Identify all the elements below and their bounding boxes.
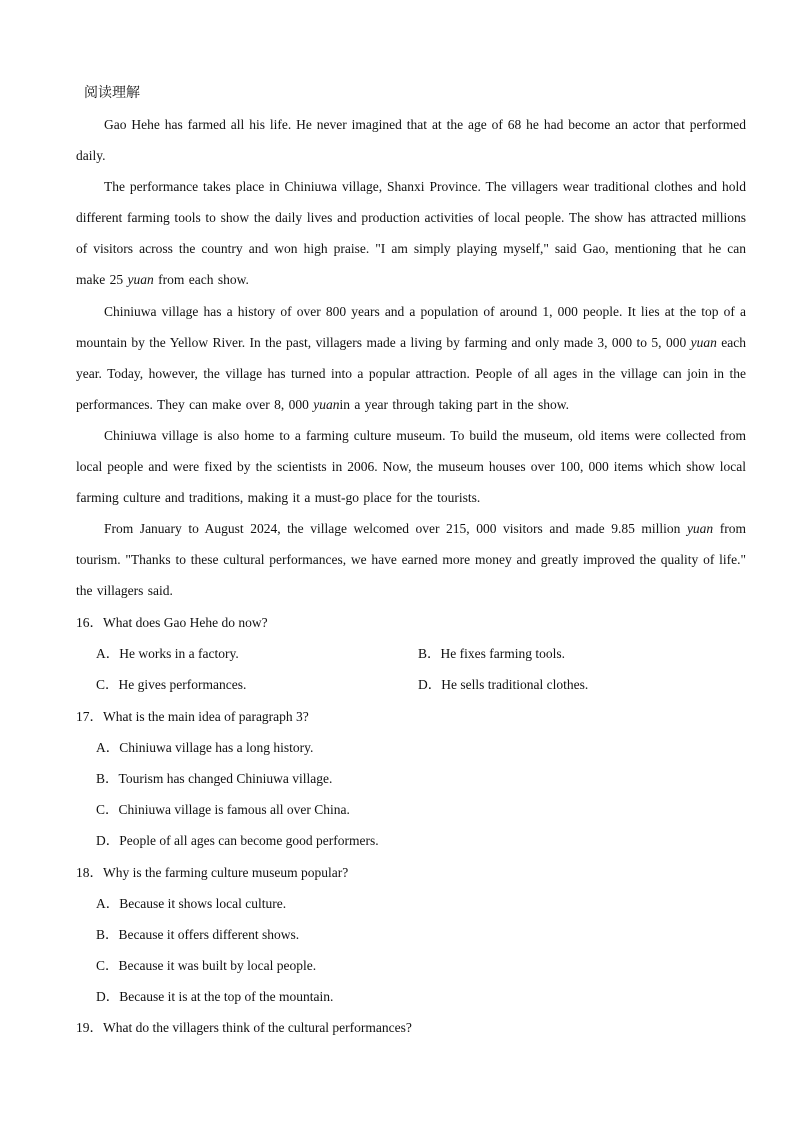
option-c (76, 950, 746, 981)
passage-paragraph: Chiniuwa village is also home to a farming culture museum. To build the museum, old items were collected from local people and were fixed by the scientists in 2006. Now, the museum houses over 100, 000 items which show local farming culture and traditions, making it a must-go place for the tourists. (76, 427, 746, 506)
option-letter: A． (96, 739, 120, 755)
passage-paragraph: Gao Hehe has farmed all his life. He never imagined that at the age of 68 he had become an actor that performed daily. (76, 117, 746, 164)
option-text: Because it was built by local people. (118, 958, 317, 974)
option-letter: A． (96, 646, 120, 662)
option-letter: A． (96, 895, 120, 911)
question-number: 16． (76, 615, 103, 630)
option-text: He works in a factory. (119, 646, 239, 662)
option-letter: C． (96, 958, 119, 974)
option-list (76, 638, 746, 700)
question-text: Why is the farming culture museum popular? (103, 864, 349, 880)
option-text: Tourism has changed Chiniuwa village. (118, 770, 333, 786)
reading-passage (76, 109, 746, 607)
section-title: 阅读理解 (84, 85, 140, 101)
option-b (76, 919, 746, 950)
passage-paragraph: From January to August 2024, the village welcomed over 215, 000 visitors and made 9.85 million yuan from tourism. "Thanks to these cultural performances, we have earned more money and greatly improved the quality of life." the villagers said. (76, 521, 746, 599)
option-text: He fixes farming tools. (440, 646, 565, 662)
option-d (398, 669, 738, 700)
option-letter: D． (96, 989, 120, 1005)
option-text: He gives performances. (118, 677, 247, 693)
option-d (76, 825, 746, 856)
option-list (76, 732, 746, 857)
option-d (76, 981, 746, 1012)
option-text: Chiniuwa village has a long history. (119, 739, 314, 755)
option-letter: D． (96, 833, 120, 849)
option-c (76, 794, 746, 825)
option-text: Because it shows local culture. (119, 895, 287, 911)
option-a (76, 888, 746, 919)
question-list (76, 607, 746, 1044)
question-stem (76, 857, 746, 888)
question-stem (76, 1012, 746, 1043)
question-text: What is the main idea of paragraph 3? (103, 708, 309, 724)
question (76, 1012, 746, 1043)
option-b (398, 638, 738, 669)
option-b (76, 763, 746, 794)
question (76, 857, 746, 1013)
option-a (76, 732, 746, 763)
option-letter: B． (418, 646, 441, 662)
option-list (76, 888, 746, 1013)
question-number: 18． (76, 864, 103, 880)
question-stem (76, 701, 746, 732)
option-text: He sells traditional clothes. (441, 677, 589, 693)
option-c (76, 669, 398, 700)
option-letter: D． (418, 677, 442, 693)
option-letter: B． (96, 770, 119, 786)
option-letter: C． (96, 802, 119, 818)
question-stem (76, 607, 746, 638)
question (76, 701, 746, 857)
option-letter: B． (96, 926, 119, 942)
question-number: 19． (76, 1020, 103, 1036)
option-text: Because it offers different shows. (118, 926, 300, 942)
option-text: Chiniuwa village is famous all over China. (118, 802, 350, 818)
option-a (76, 638, 398, 669)
option-text: People of all ages can become good performers. (119, 833, 379, 849)
option-letter: C． (96, 677, 119, 693)
question-text: What does Gao Hehe do now? (103, 615, 268, 630)
option-text: Because it is at the top of the mountain. (119, 989, 334, 1005)
passage-paragraph: The performance takes place in Chiniuwa village, Shanxi Province. The villagers wear traditional clothes and hold different farming tools to show the daily lives and production activities of local people. The show has attracted millions of visitors across the country and won high praise. "I am simply playing myself," said Gao, mentioning that he can make 25 yuan from each show. (76, 179, 746, 288)
passage-paragraph: Chiniuwa village has a history of over 800 years and a population of around 1, 000 people. It lies at the top of a mountain by the Yellow River. In the past, villagers made a living by farming and only made 3, 000 to 5, 000 yuan each year. Today, however, the village has turned into a popular attraction. People of all ages in the village can join in the performances. They can make over 8, 000 yuanin a year through taking part in the show. (76, 303, 746, 412)
question-number: 17． (76, 708, 103, 724)
question-text: What do the villagers think of the cultural performances? (103, 1020, 412, 1036)
question (76, 607, 746, 701)
